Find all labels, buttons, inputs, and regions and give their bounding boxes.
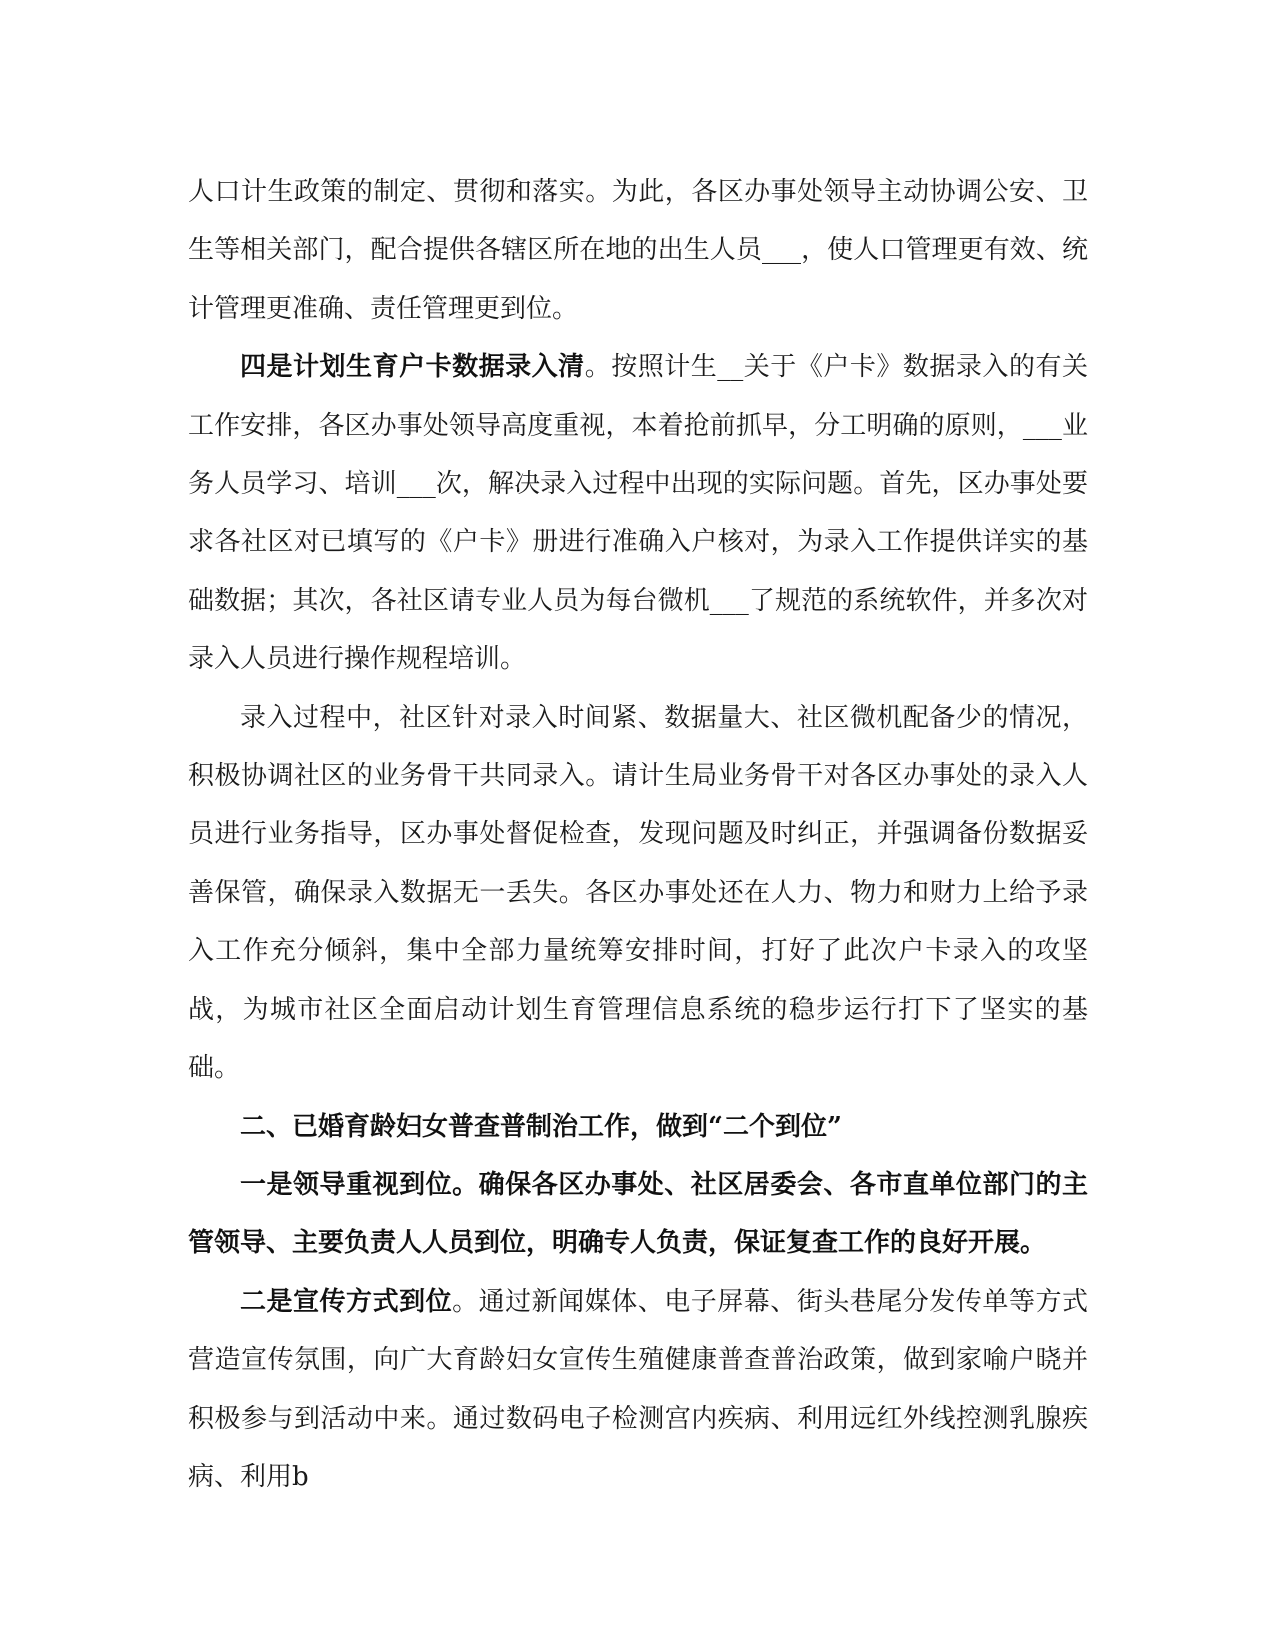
section-heading	[188, 1098, 1088, 1156]
paragraph-2-heading: 四是计划生育户卡数据录入清	[240, 352, 585, 383]
paragraph-6	[188, 1273, 1088, 1507]
paragraph-1-text: 人口计生政策的制定、贯彻和落实。为此，各区办事处领导主动协调公安、卫生等相关部门，配合提供各辖区所在地的出生人员___，使人口管理更有效、统计管理更准确、责任管理更到位。	[188, 177, 1088, 324]
paragraph-2-text: 。按照计生__关于《户卡》数据录入的有关工作安排，各区办事处领导高度重视，本着抢前抓早，分工明确的原则，___业务人员学习、培训___次，解决录入过程中出现的实际问题。首先，区办事处要求各社区对已填写的《户卡》册进行准确入户核对，为录入工作提供详实的基础数据；其次，各社区请专业人员为每台微机___了规范的系统软件，并多次对录入人员进行操作规程培训。	[188, 352, 1088, 675]
paragraph-6-text: 。通过新闻媒体、电子屏幕、街头巷尾分发传单等方式营造宣传氛围，向广大育龄妇女宣传生殖健康普查普治政策，做到家喻户晓并积极参与到活动中来。通过数码电子检测宫内疾病、利用远红外线控测乳腺疾病、利用b	[188, 1286, 1088, 1492]
section-heading-text: 二、已婚育龄妇女普查普制治工作，做到“二个到位”	[240, 1111, 842, 1142]
paragraph-5-text: 一是领导重视到位。确保各区办事处、社区居委会、各市直单位部门的主管领导、主要负责人人员到位，明确专人负责，保证复查工作的良好开展。	[188, 1169, 1088, 1259]
paragraph-6-heading: 二是宣传方式到位	[240, 1286, 453, 1317]
document-body	[188, 163, 1088, 1506]
paragraph-1	[188, 163, 1088, 338]
paragraph-3-text: 录入过程中，社区针对录入时间紧、数据量大、社区微机配备少的情况，积极协调社区的业务骨干共同录入。请计生局业务骨干对各区办事处的录入人员进行业务指导，区办事处督促检查，发现问题及时纠正，并强调备份数据妥善保管，确保录入数据无一丢失。各区办事处还在人力、物力和财力上给予录入工作充分倾斜，集中全部力量统筹安排时间，打好了此次户卡录入的攻坚战，为城市社区全面启动计划生育管理信息系统的稳步运行打下了坚实的基础。	[188, 702, 1088, 1084]
paragraph-2	[188, 338, 1088, 688]
paragraph-5	[188, 1156, 1088, 1273]
paragraph-3	[188, 689, 1088, 1098]
